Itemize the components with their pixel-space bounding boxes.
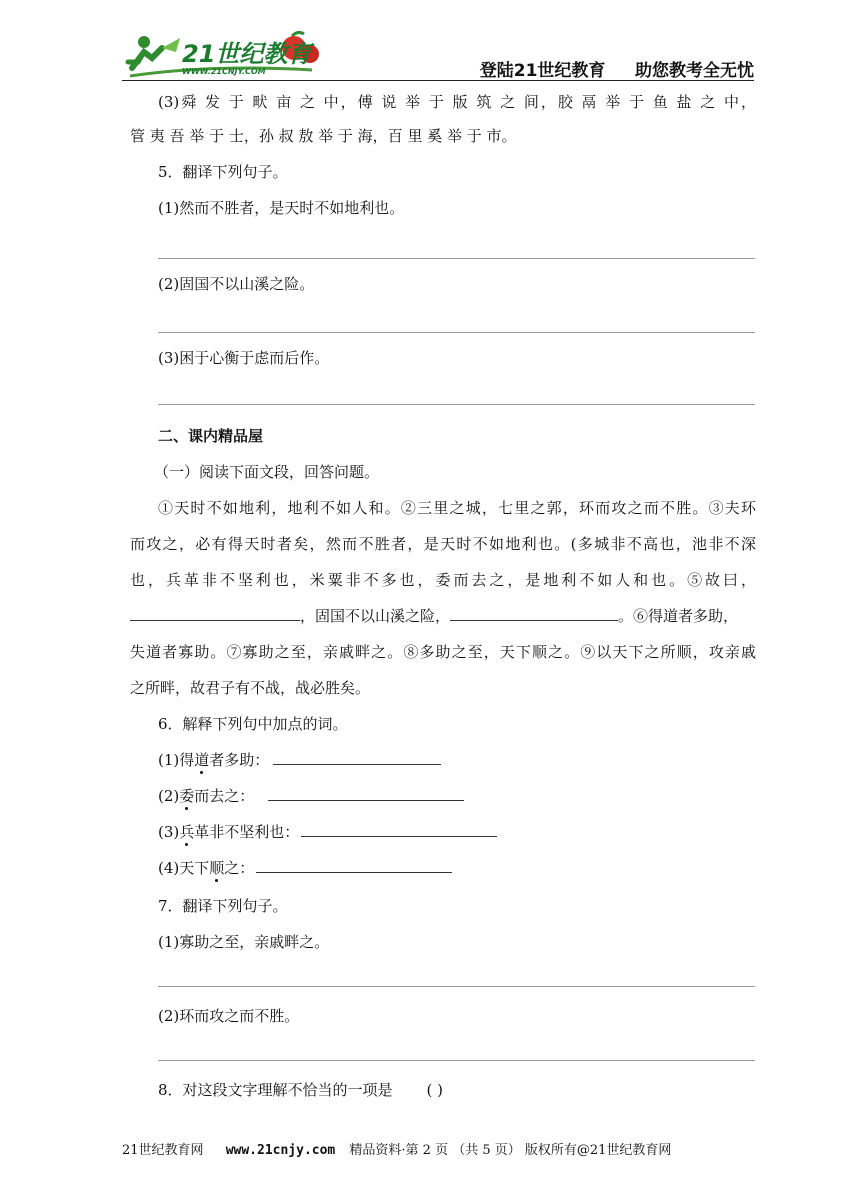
q6-item4 bbox=[158, 858, 452, 878]
fill-blank-1[interactable] bbox=[130, 606, 300, 621]
item-text: (2) bbox=[158, 787, 180, 805]
answer-line[interactable] bbox=[158, 332, 755, 333]
q6-title: 6．解释下列句中加点的词。 bbox=[158, 715, 348, 733]
q7-title: 7．翻译下列句子。 bbox=[158, 897, 288, 915]
svg-text:21世纪教育: 21世纪教育 bbox=[182, 40, 312, 68]
passage-text: 。⑥得道者多助， bbox=[618, 607, 739, 625]
passage-fill-line bbox=[130, 606, 738, 626]
header-divider bbox=[122, 80, 754, 81]
answer-line[interactable] bbox=[158, 986, 755, 987]
item-text: (4)天下 bbox=[158, 859, 210, 877]
page-footer bbox=[122, 1139, 754, 1158]
question-text: 8．对这段文字理解不恰当的一项是 bbox=[158, 1081, 393, 1099]
dotted-word: 顺 bbox=[209, 859, 225, 877]
passage-line: 失道者寡助。⑦寡助之至，亲戚畔之。⑧多助之至，天下顺之。⑨以天下之所顺，攻亲戚 bbox=[130, 643, 756, 661]
answer-line[interactable] bbox=[158, 258, 755, 259]
dotted-word: 兵 bbox=[179, 823, 195, 841]
fill-blank-2[interactable] bbox=[450, 606, 618, 621]
answer-blank[interactable] bbox=[256, 858, 452, 873]
dotted-word: 委 bbox=[179, 787, 195, 805]
q6-item2 bbox=[158, 786, 464, 806]
q6-item1 bbox=[158, 750, 441, 770]
svg-text:WWW.21CNJY.COM: WWW.21CNJY.COM bbox=[182, 67, 266, 76]
answer-line[interactable] bbox=[158, 1060, 755, 1061]
q5-item1: (1)然而不胜者，是天时不如地利也。 bbox=[158, 199, 405, 217]
item-text: 者多助： bbox=[209, 751, 270, 769]
answer-blank[interactable] bbox=[301, 822, 497, 837]
passage-text: ，固国不以山溪之险， bbox=[300, 607, 451, 625]
q4-item3-line1: (3)舜 发 于 畎 亩 之 中，傅 说 举 于 版 筑 之 间，胶 鬲 举 于 鱼 盐 之 中， bbox=[158, 93, 756, 111]
q5-title: 5．翻译下列句子。 bbox=[158, 163, 288, 181]
section-heading: 二、课内精品屋 bbox=[158, 427, 264, 445]
item-text: 革非不坚利也： bbox=[194, 823, 300, 841]
passage-line: 也，兵革非不坚利也，米粟非不多也，委而去之，是地利不如人和也。⑤故曰， bbox=[130, 571, 756, 589]
q8-title bbox=[158, 1080, 443, 1100]
answer-blank[interactable] bbox=[268, 786, 464, 801]
item-text: (1)得 bbox=[158, 751, 195, 769]
item-text: (3) bbox=[158, 823, 180, 841]
q5-item3: (3)困于心衡于虑而后作。 bbox=[158, 349, 330, 367]
q7-item1: (1)寡助之至，亲戚畔之。 bbox=[158, 933, 330, 951]
answer-line[interactable] bbox=[158, 404, 755, 405]
q5-item2: (2)固国不以山溪之险。 bbox=[158, 275, 315, 293]
site-logo[interactable] bbox=[122, 28, 322, 80]
header-slogan: 登陆21世纪教育 助您教考全无忧 bbox=[479, 61, 754, 81]
passage-line: 而攻之，必有得天时者矣，然而不胜者，是天时不如地利也。(多城非不高也，池非不深 bbox=[130, 535, 756, 553]
footer-page-info: 精品资料·第 2 页 （共 5 页） 版权所有@21世纪教育网 bbox=[349, 1143, 672, 1158]
page-header bbox=[122, 28, 754, 84]
answer-blank[interactable] bbox=[273, 750, 441, 765]
q6-item3 bbox=[158, 822, 497, 842]
item-text: 而去之： bbox=[194, 787, 255, 805]
answer-bracket[interactable]: ( ) bbox=[426, 1081, 444, 1099]
logo-graphic bbox=[122, 28, 322, 80]
passage-intro: （一）阅读下面文段，回答问题。 bbox=[154, 463, 380, 481]
q7-item2: (2)环而攻之而不胜。 bbox=[158, 1007, 300, 1025]
item-text: 之： bbox=[224, 859, 255, 877]
passage-line: 之所畔，故君子有不战，战必胜矣。 bbox=[130, 679, 371, 697]
passage-line: ①天时不如地利，地利不如人和。②三里之城，七里之郭，环而攻之而不胜。③夫环 bbox=[158, 499, 756, 517]
footer-site-link[interactable]: www.21cnjy.com bbox=[225, 1143, 336, 1158]
footer-site-name: 21世纪教育网 bbox=[122, 1143, 204, 1158]
dotted-word: 道 bbox=[194, 751, 210, 769]
q4-item3-line2: 管 夷 吾 举 于 士，孙 叔 敖 举 于 海，百 里 奚 举 于 市。 bbox=[130, 127, 517, 145]
